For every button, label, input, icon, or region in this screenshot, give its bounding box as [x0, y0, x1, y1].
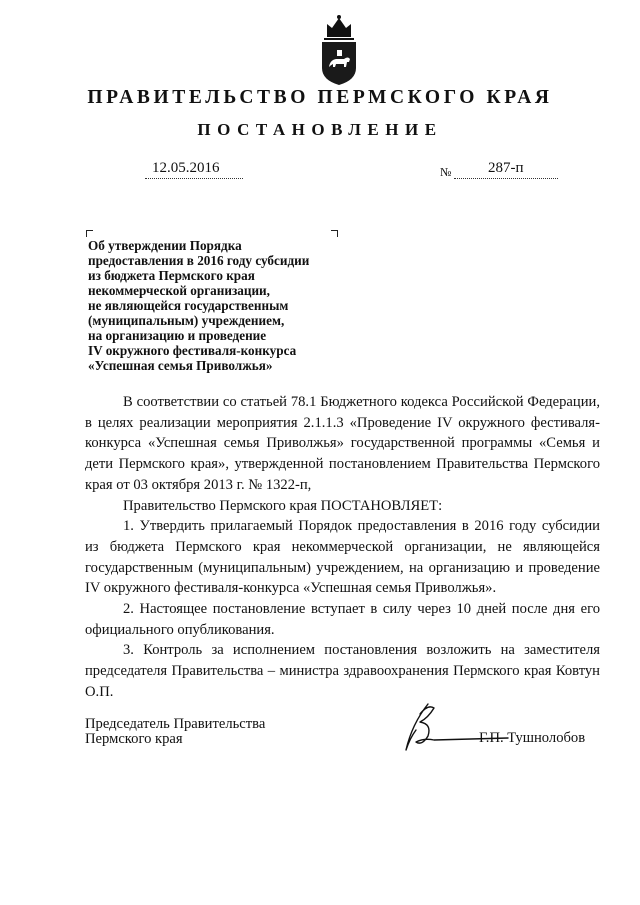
body-paragraph-item-1: 1. Утвердить прилагаемый Порядок предоставления в 2016 году субсидии из бюджета Пермского края некоммерческой организации, не являющейся государственным (муниципальным) учреждением, на организацию и проведение IV окружного фестиваля-конкурса «Успешная семья Приволжья».: [85, 518, 600, 597]
subject-line: «Успешная семья Приволжья»: [88, 358, 273, 373]
signer-title-line-2: Пермского края: [85, 731, 183, 747]
subject-line: из бюджета Пермского края: [88, 268, 255, 283]
subject-line: на организацию и проведение: [88, 328, 267, 343]
document-date: 12.05.2016: [152, 160, 220, 176]
number-underline: [454, 177, 558, 179]
document-type: ПОСТАНОВЛЕНИЕ: [197, 120, 443, 139]
body-paragraph-item-3: 3. Контроль за исполнением постановления возложить на заместителя председателя Правительства – министра здравоохранения Пермского края Ковтун О.П.: [85, 642, 600, 700]
government-title: ПРАВИТЕЛЬСТВО ПЕРМСКОГО КРАЯ: [87, 87, 553, 108]
document-body: [85, 392, 600, 703]
date-underline: [145, 177, 243, 179]
subject-corner-right: [331, 230, 338, 237]
signer-title-line-1: Председатель Правительства: [85, 716, 266, 732]
subject-line: IV окружного фестиваля-конкурса: [88, 343, 297, 358]
document-subject: [88, 238, 358, 373]
subject-corner-left: [86, 230, 93, 237]
signer-title: [85, 717, 265, 747]
subject-line: (муниципальным) учреждением,: [88, 313, 285, 328]
subject-line: предоставления в 2016 году субсидии: [88, 253, 310, 268]
subject-line: Об утверждении Порядка: [88, 238, 242, 253]
body-paragraph-resolves: Правительство Пермского края ПОСТАНОВЛЯЕТ:: [123, 497, 443, 514]
subject-line: не являющейся государственным: [88, 298, 289, 313]
perm-krai-coat-of-arms-icon: [318, 12, 360, 86]
body-paragraph-item-2: 2. Настоящее постановление вступает в силу через 10 дней после дня его официального опубликования.: [85, 601, 600, 638]
body-paragraph-preamble: В соответствии со статьей 78.1 Бюджетного кодекса Российской Федерации, в целях реализации мероприятия 2.1.1.3 «Проведение IV окружного фестиваля-конкурса «Успешная семья Приволжья» государственной программы «Семья и дети Пермского края», утвержденной постановлением Правительства Пермского края от 03 октября 2013 г. № 1322-п,: [85, 394, 600, 493]
number-label: №: [440, 165, 452, 179]
signer-name: Г.П. Тушнолобов: [479, 730, 586, 746]
handwritten-signature-icon: [398, 700, 510, 758]
document-number: 287-п: [488, 160, 524, 176]
subject-line: некоммерческой организации,: [88, 283, 270, 298]
